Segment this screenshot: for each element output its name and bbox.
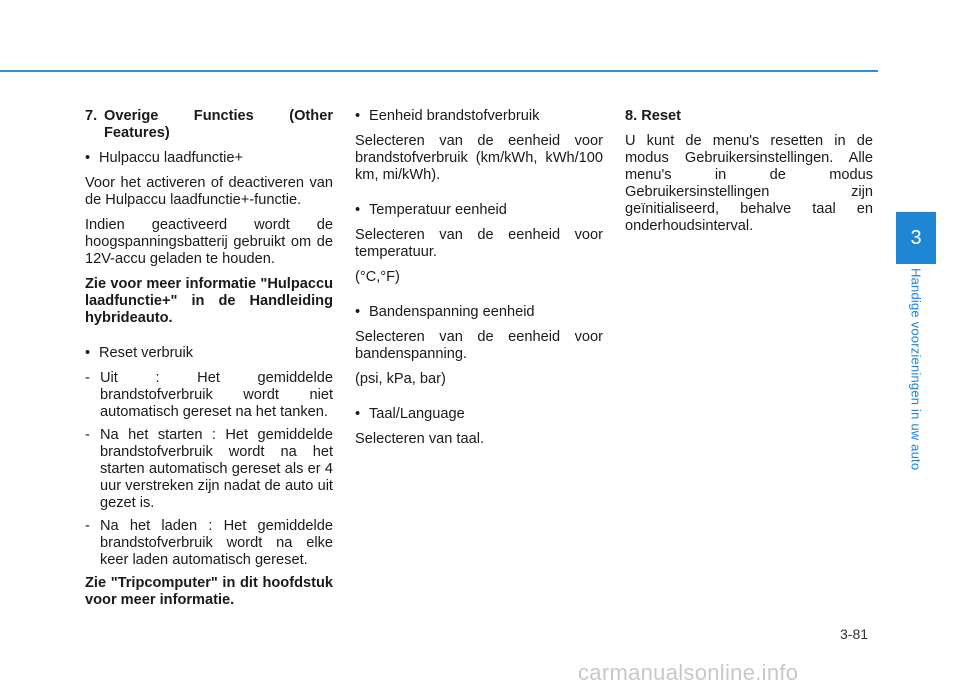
section-number: 7. — [85, 108, 98, 124]
paragraph: (°C,°F) — [355, 269, 400, 285]
section-heading-8: 8. Reset — [625, 108, 681, 124]
bullet-text: Eenheid brandstofverbruik — [369, 108, 540, 124]
column-middle — [355, 108, 603, 456]
section-title: Overige Functies (Other Features) — [104, 108, 333, 141]
page-number: 3-81 — [840, 626, 869, 642]
bullet-text: Temperatuur eenheid — [369, 202, 507, 218]
bullet-icon: • — [85, 345, 91, 361]
dash-icon: - — [85, 370, 90, 386]
section-heading-7 — [85, 108, 333, 142]
paragraph: Selecteren van de eenheid voor temperatuur. — [355, 227, 603, 260]
bullet-item — [355, 108, 603, 125]
paragraph: Selecteren van taal. — [355, 431, 484, 447]
bullet-text: Taal/Language — [369, 406, 465, 422]
bullet-item — [85, 345, 333, 362]
dash-icon: - — [85, 427, 90, 443]
bullet-icon: • — [355, 202, 361, 218]
bullet-icon: • — [355, 108, 361, 124]
bullet-icon: • — [355, 304, 361, 320]
chapter-number: 3 — [910, 226, 922, 249]
header-rule — [0, 70, 878, 72]
bullet-item — [355, 202, 603, 219]
bullet-item — [355, 304, 603, 321]
paragraph: Voor het activeren of deactiveren van de Hulpaccu laadfunctie+-functie. — [85, 175, 333, 208]
bullet-text: Bandenspanning eenheid — [369, 304, 535, 320]
dash-item — [85, 370, 333, 421]
paragraph: U kunt de menu's resetten in de modus Gebruikersinstellingen. Alle menu's in de modus Gebruikersinstellingen zijn geïnitialiseerd, behalve taal en onderhoudsinterval. — [625, 133, 873, 234]
reference-note: Zie "Tripcomputer" in dit hoofdstuk voor meer informatie. — [85, 575, 333, 608]
watermark: carmanualsonline.info — [578, 660, 799, 685]
bullet-icon: • — [355, 406, 361, 422]
paragraph: Selecteren van de eenheid voor brandstofverbruik (km/kWh, kWh/100 km, mi/kWh). — [355, 133, 603, 183]
dash-icon: - — [85, 518, 90, 534]
dash-item — [85, 518, 333, 569]
paragraph: (psi, kPa, bar) — [355, 371, 446, 387]
paragraph: Indien geactiveerd wordt de hoogspanningsbatterij gebruikt om de 12V-accu geladen te houden. — [85, 217, 333, 267]
dash-text: Na het laden : Het gemiddelde brandstofverbruik wordt na elke keer laden automatisch gereset. — [100, 518, 333, 568]
bullet-text: Hulpaccu laadfunctie+ — [99, 150, 244, 166]
chapter-tab — [896, 212, 936, 264]
paragraph: Selecteren van de eenheid voor bandenspanning. — [355, 329, 603, 362]
dash-text: Na het starten : Het gemiddelde brandstofverbruik wordt na het starten automatisch gereset als er 4 uur verstreken zijn nadat de auto uit gezet is. — [100, 427, 333, 511]
bullet-item — [355, 406, 603, 423]
column-right — [625, 108, 873, 243]
reference-note: Zie voor meer informatie "Hulpaccu laadfunctie+" in de Handleiding hybrideauto. — [85, 276, 333, 326]
chapter-title: Handige voorzieningen in uw auto — [908, 268, 924, 471]
bullet-text: Reset verbruik — [99, 345, 194, 361]
dash-item — [85, 427, 333, 512]
bullet-icon: • — [85, 150, 91, 166]
column-left — [85, 108, 333, 617]
bullet-item — [85, 150, 333, 167]
dash-text: Uit : Het gemiddelde brandstofverbruik wordt niet automatisch gereset na het tanken. — [100, 370, 333, 420]
chapter-title-strip — [896, 264, 936, 484]
